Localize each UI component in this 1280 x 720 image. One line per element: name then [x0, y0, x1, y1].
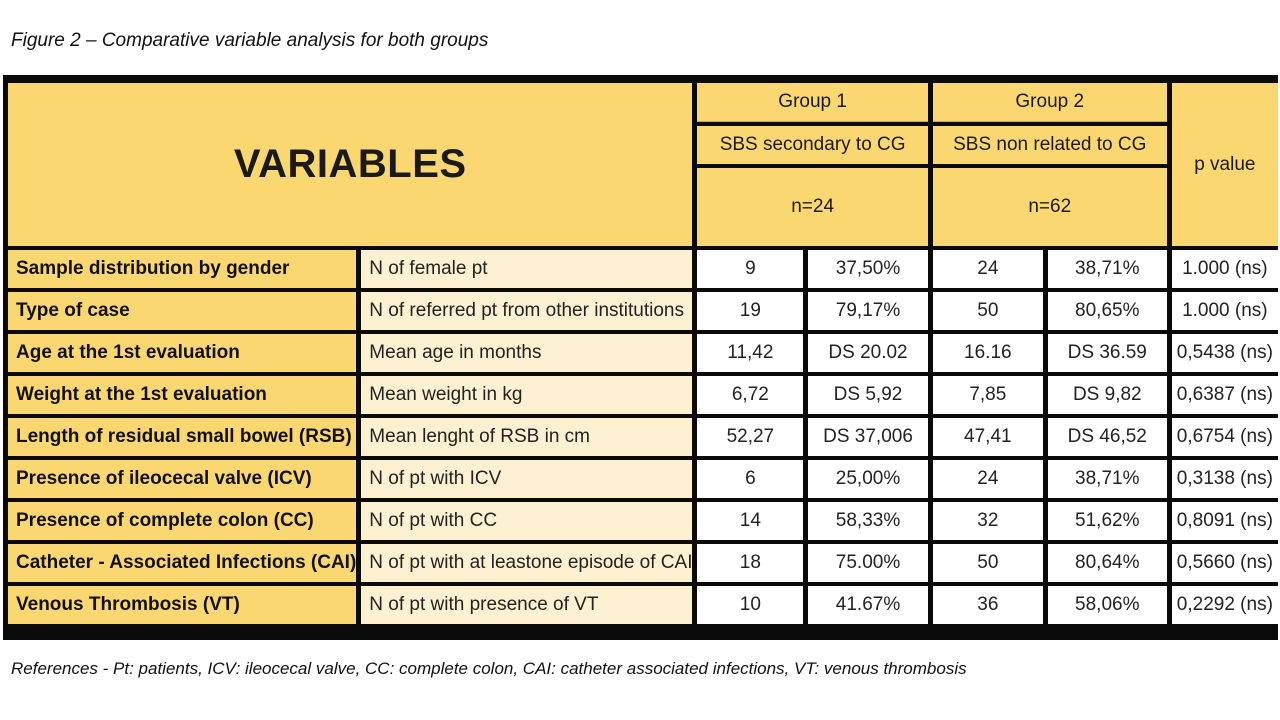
- group1-value: 19: [697, 292, 803, 330]
- group1-value: 6: [697, 460, 803, 498]
- group1-stat: 58,33%: [808, 502, 928, 540]
- group2-value: 47,41: [933, 418, 1043, 456]
- measure-description: N of referred pt from other institutions: [361, 292, 692, 330]
- table-row: [8, 544, 1278, 582]
- group1-value: 9: [697, 250, 803, 288]
- group2-value: 7,85: [933, 376, 1043, 414]
- group1-stat: 25,00%: [808, 460, 928, 498]
- variable-name: Weight at the 1st evaluation: [8, 376, 356, 414]
- variable-name: Venous Thrombosis (VT): [8, 586, 356, 624]
- table-row: [8, 502, 1278, 540]
- group2-value: 50: [933, 292, 1043, 330]
- group2-stat: 80,64%: [1048, 544, 1167, 582]
- pvalue-header: p value: [1172, 83, 1278, 246]
- measure-description: N of pt with CC: [361, 502, 692, 540]
- p-value: 0,5660 (ns): [1172, 544, 1278, 582]
- group1-value: 6,72: [697, 376, 803, 414]
- measure-description: N of female pt: [361, 250, 692, 288]
- group2-stat: DS 36.59: [1048, 334, 1167, 372]
- measure-description: Mean age in months: [361, 334, 692, 372]
- variable-name: Presence of ileocecal valve (ICV): [8, 460, 356, 498]
- measure-description: N of pt with ICV: [361, 460, 692, 498]
- comparison-table-frame: [3, 75, 1278, 640]
- group2-stat: DS 46,52: [1048, 418, 1167, 456]
- group2-value: 24: [933, 460, 1043, 498]
- group1-stat: 79,17%: [808, 292, 928, 330]
- measure-description: N of pt with at leastone episode of CAI: [361, 544, 692, 582]
- p-value: 0,2292 (ns): [1172, 586, 1278, 624]
- group2-value: 32: [933, 502, 1043, 540]
- p-value: 0,6754 (ns): [1172, 418, 1278, 456]
- group2-value: 16.16: [933, 334, 1043, 372]
- comparison-table: [3, 79, 1280, 628]
- p-value: 0,3138 (ns): [1172, 460, 1278, 498]
- group2-stat: 38,71%: [1048, 250, 1167, 288]
- group1-stat: DS 37,006: [808, 418, 928, 456]
- group1-stat: DS 5,92: [808, 376, 928, 414]
- measure-description: Mean lenght of RSB in cm: [361, 418, 692, 456]
- group1-subtitle: SBS secondary to CG: [697, 126, 927, 164]
- p-value: 1.000 (ns): [1172, 250, 1278, 288]
- group1-stat: 75.00%: [808, 544, 928, 582]
- group1-n: n=24: [697, 168, 927, 246]
- group2-value: 36: [933, 586, 1043, 624]
- figure-caption: Figure 2 – Comparative variable analysis for both groups: [11, 30, 489, 51]
- group1-value: 11,42: [697, 334, 803, 372]
- group1-stat: 37,50%: [808, 250, 928, 288]
- references-note: References - Pt: patients, ICV: ileocecal valve, CC: complete colon, CAI: catheter associated infections, VT: venous thrombosis: [11, 659, 967, 678]
- group2-title: Group 2: [933, 83, 1167, 122]
- variable-name: Type of case: [8, 292, 356, 330]
- group2-stat: DS 9,82: [1048, 376, 1167, 414]
- variable-name: Sample distribution by gender: [8, 250, 356, 288]
- group2-stat: 58,06%: [1048, 586, 1167, 624]
- p-value: 0,6387 (ns): [1172, 376, 1278, 414]
- p-value: 0,5438 (ns): [1172, 334, 1278, 372]
- table-row: [8, 418, 1278, 456]
- group1-value: 18: [697, 544, 803, 582]
- group2-value: 50: [933, 544, 1043, 582]
- variables-title: VARIABLES: [233, 142, 467, 186]
- variable-name: Length of residual small bowel (RSB): [8, 418, 356, 456]
- group1-stat: 41.67%: [808, 586, 928, 624]
- table-row: [8, 586, 1278, 624]
- group2-stat: 51,62%: [1048, 502, 1167, 540]
- group2-subtitle: SBS non related to CG: [933, 126, 1167, 164]
- group1-value: 14: [697, 502, 803, 540]
- measure-description: N of pt with presence of VT: [361, 586, 692, 624]
- group2-stat: 80,65%: [1048, 292, 1167, 330]
- group2-value: 24: [933, 250, 1043, 288]
- variable-name: Catheter - Associated Infections (CAI): [8, 544, 356, 582]
- group2-n: n=62: [933, 168, 1167, 246]
- group1-value: 10: [697, 586, 803, 624]
- table-row: [8, 334, 1278, 372]
- table-row: [8, 460, 1278, 498]
- p-value: 0,8091 (ns): [1172, 502, 1278, 540]
- group1-title: Group 1: [697, 83, 927, 122]
- p-value: 1.000 (ns): [1172, 292, 1278, 330]
- table-row: [8, 292, 1278, 330]
- variable-name: Presence of complete colon (CC): [8, 502, 356, 540]
- table-row: [8, 250, 1278, 288]
- group1-stat: DS 20.02: [808, 334, 928, 372]
- group2-stat: 38,71%: [1048, 460, 1167, 498]
- variables-header: [8, 83, 692, 246]
- group1-value: 52,27: [697, 418, 803, 456]
- measure-description: Mean weight in kg: [361, 376, 692, 414]
- table-row: [8, 376, 1278, 414]
- variable-name: Age at the 1st evaluation: [8, 334, 356, 372]
